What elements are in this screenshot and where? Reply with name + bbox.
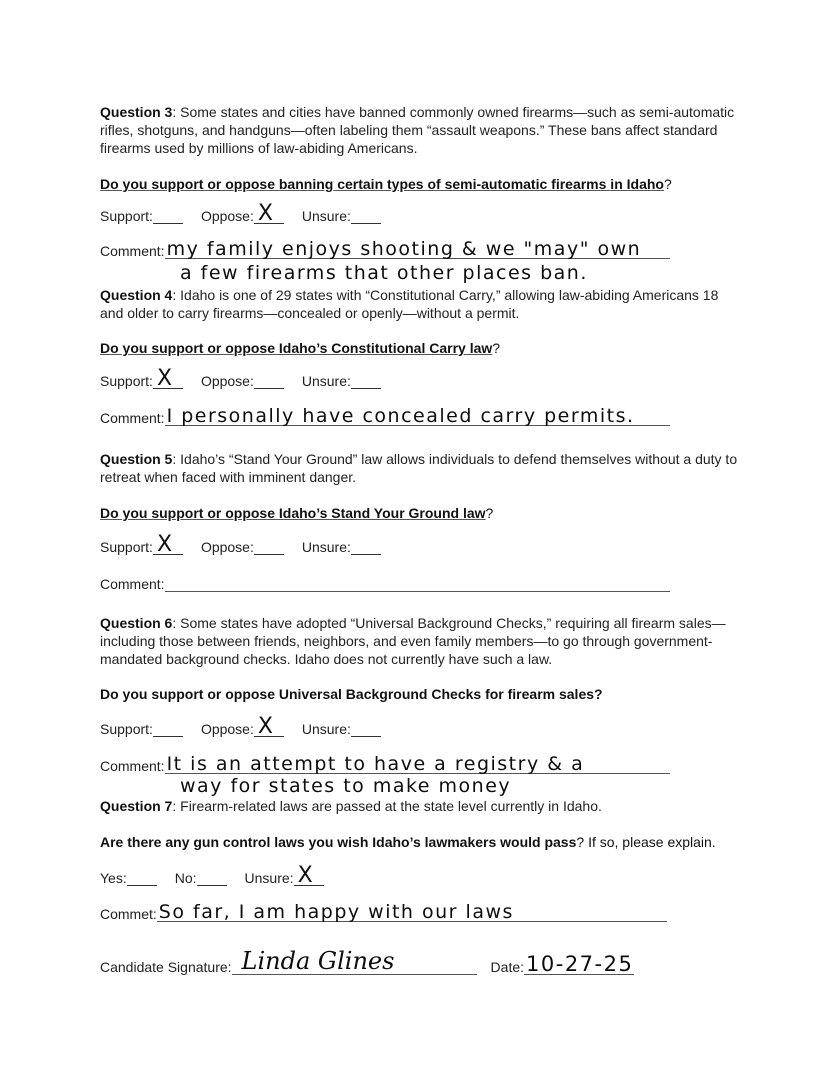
date-label: Date: — [490, 959, 525, 975]
handwritten-signature: Linda Glines — [241, 947, 395, 975]
option-unsure[interactable]: Unsure: — [302, 721, 381, 737]
option-oppose[interactable]: Oppose: — [201, 373, 284, 389]
option-support[interactable]: Support: — [100, 208, 183, 224]
check-mark: X — [156, 366, 173, 391]
answer-blank[interactable] — [127, 871, 157, 886]
signature-label: Candidate Signature: — [100, 959, 232, 975]
option-oppose[interactable]: Oppose: — [201, 539, 284, 555]
question-4-description: Question 4: Idaho is one of 29 states with “Constitutional Carry,” allowing law-abiding Americans 18 and older to carry firearms—concealed or openly—without a permit. — [100, 287, 719, 321]
check-mark: X — [156, 532, 173, 557]
question-7-description: Question 7: Firearm-related laws are passed at the state level currently in Idaho. — [100, 798, 602, 814]
comment-field[interactable] — [165, 575, 670, 592]
option-support[interactable]: Support: X — [100, 539, 183, 555]
question-3-options — [100, 201, 399, 226]
comment-field[interactable] — [165, 238, 670, 260]
question-5-comment: Comment: — [100, 575, 670, 592]
option-unsure[interactable]: Unsure: — [302, 539, 381, 555]
handwritten-date: 10-27-25 — [526, 952, 634, 976]
comment-field[interactable] — [165, 753, 670, 775]
handwritten-comment-continued: a few firearms that other places ban. — [180, 262, 588, 284]
answer-blank[interactable] — [351, 722, 381, 737]
question-6-description: Question 6: Some states have adopted “Universal Background Checks,” requiring all firearm sales—including those between friends, neighbors, and even family members—to go through government-mandated background checks. Idaho does not currently have such a law. — [100, 615, 726, 667]
question-4-comment: Comment: I personally have concealed carry permits. — [100, 409, 670, 426]
option-no[interactable]: No: — [175, 870, 227, 886]
answer-blank[interactable] — [351, 374, 381, 389]
answer-blank[interactable] — [254, 201, 284, 226]
question-7-label: Question 7 — [100, 798, 173, 814]
question-4-label: Question 4 — [100, 287, 173, 303]
answer-blank[interactable] — [153, 722, 183, 737]
question-6-comment: Comment: It is an attempt to have a registry & a — [100, 757, 670, 774]
check-mark: X — [297, 863, 313, 888]
question-7-options — [100, 863, 342, 888]
question-7-prompt: Are there any gun control laws you wish Idaho’s lawmakers would pass? If so, please explain. — [100, 834, 716, 850]
check-mark: X — [257, 714, 273, 739]
answer-blank[interactable] — [153, 209, 183, 224]
answer-blank[interactable] — [254, 714, 284, 739]
answer-blank[interactable] — [153, 366, 183, 391]
answer-blank[interactable] — [197, 871, 227, 886]
answer-blank[interactable] — [351, 540, 381, 555]
answer-blank[interactable] — [351, 209, 381, 224]
question-7-comment: Commet: So far, I am happy with our laws — [100, 905, 667, 922]
signature-field[interactable] — [232, 947, 477, 975]
question-4-prompt: Do you support or oppose Idaho’s Constitutional Carry law? — [100, 340, 501, 356]
handwritten-comment: my family enjoys shooting & we "may" own — [166, 238, 642, 260]
question-3-label: Question 3 — [100, 104, 173, 120]
handwritten-comment: So far, I am happy with our laws — [158, 901, 514, 923]
comment-field[interactable] — [165, 405, 670, 427]
check-mark: X — [257, 201, 273, 226]
handwritten-comment: It is an attempt to have a registry & a — [166, 753, 585, 775]
handwritten-comment: I personally have concealed carry permits. — [166, 405, 635, 427]
answer-blank[interactable] — [294, 863, 324, 888]
option-unsure[interactable]: Unsure: — [302, 208, 381, 224]
question-5-description: Question 5: Idaho’s “Stand Your Ground” law allows individuals to defend themselves without a duty to retreat when faced with imminent danger. — [100, 451, 738, 485]
answer-blank[interactable] — [254, 374, 284, 389]
option-oppose[interactable]: Oppose: X — [201, 721, 284, 737]
question-3-comment: Comment: my family enjoys shooting & we "may" own — [100, 242, 670, 259]
comment-field[interactable] — [157, 901, 667, 923]
question-4-options — [100, 366, 399, 391]
option-oppose[interactable]: Oppose: X — [201, 208, 284, 224]
question-6-options — [100, 714, 399, 739]
date-field[interactable] — [524, 952, 634, 976]
option-yes[interactable]: Yes: — [100, 870, 157, 886]
question-3-description: Question 3: Some states and cities have banned commonly owned firearms—such as semi-automatic rifles, shotguns, and handguns—often labeling them “assault weapons.” These bans affect standard firearms used by millions of law-abiding Americans. — [100, 104, 735, 156]
answer-blank[interactable] — [254, 540, 284, 555]
handwritten-comment-continued: way for states to make money — [180, 775, 512, 797]
question-6-prompt: Do you support or oppose Universal Background Checks for firearm sales? — [100, 686, 603, 702]
question-3-prompt: Do you support or oppose banning certain types of semi-automatic firearms in Idaho? — [100, 176, 672, 192]
option-unsure[interactable]: Unsure: — [302, 373, 381, 389]
question-6-label: Question 6 — [100, 615, 173, 631]
option-unsure[interactable]: Unsure: X — [245, 870, 324, 886]
question-5-label: Question 5 — [100, 451, 173, 467]
option-support[interactable]: Support: — [100, 721, 183, 737]
question-5-prompt: Do you support or oppose Idaho’s Stand Your Ground law? — [100, 505, 494, 521]
question-5-options — [100, 532, 399, 557]
signature-row — [100, 947, 634, 976]
option-support[interactable]: Support: X — [100, 373, 183, 389]
answer-blank[interactable] — [153, 532, 183, 557]
